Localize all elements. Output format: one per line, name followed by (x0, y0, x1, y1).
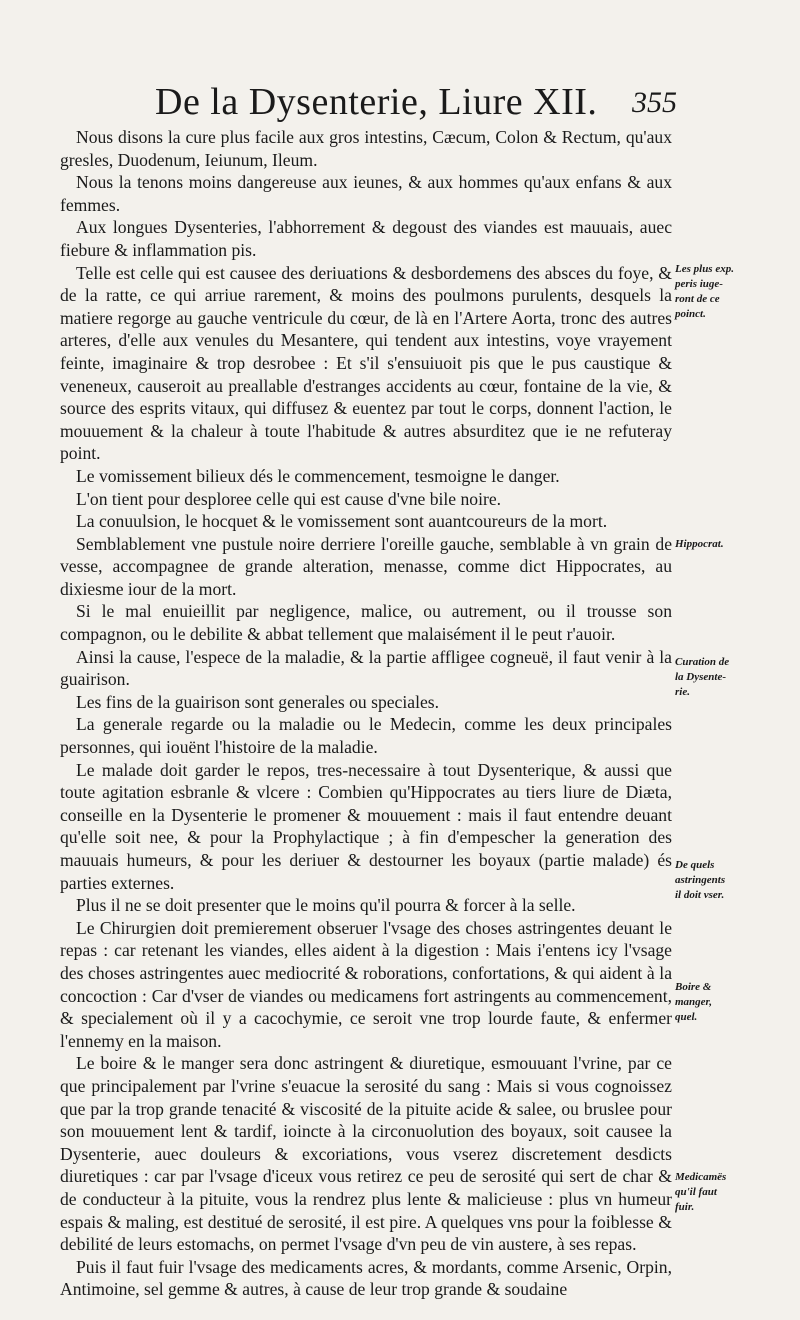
paragraph: Le boire & le manger sera donc astringent & diuretique, esmouuant l'vrine, par ce que principalement par l'vrine s'euacue la serosité du sang : Mais si vous cognoissez que par la trop grande tenacité & viscosité de la pituite acide & salee, ou bruslee pour son mouuement lent & tardif, ioincte à la circonuolution des boyaux, soit causee la Dysenterie, auec douleurs & excoriations, vous vserez discretement desdicts diuretiques : car par l'vsage d'iceux vous retirez ce peu de serosité qui sert de char & de conducteur à la pituite, vous la rendrez plus lente & malicieuse : plus vn humeur espais & maling, est destitué de serosité, il est pire. A quelques vns pour la foiblesse & debilité de leurs estomachs, on permet l'vsage d'vn peu de vin austere, à ses repas. (60, 1053, 672, 1255)
paragraph: Nous disons la cure plus facile aux gros intestins, Cæcum, Colon & Rectum, qu'aux gresles, Duodenum, Ieiunum, Ileum. (60, 127, 672, 170)
margin-note: Les plus exp. peris iuge- ront de ce poinct. (675, 263, 734, 320)
page-number: 355 (632, 86, 677, 119)
margin-note: Boire & manger, quel. (675, 981, 712, 1023)
paragraph: L'on tient pour desploree celle qui est cause d'vne bile noire. (76, 488, 502, 509)
page-header (0, 80, 800, 130)
paragraph: La generale regarde ou la maladie ou le Medecin, comme les deux principales personnes, qui iouënt l'histoire de la maladie. (60, 714, 672, 758)
paragraph: Le Chirurgien doit premierement obseruer l'vsage des choses astringentes deuant le repas : car retenant les viandes, elles aident à la digestion : Mais i'entens icy l'vsage des choses astringentes auec mediocrité & roborations, confortations, & qui aident à la concoction : Car d'vser de viandes ou medicamens fort astringents au commencement, & specialement où il y a cacochymie, ce seroit vne trop lourde faute, & enfermer l'ennemy en la maison. (60, 917, 672, 1051)
paragraph: Semblablement vne pustule noire derriere l'oreille gauche, semblable à vn grain de vesse, accompagnee de grande alteration, menasse, comme dict Hippocrates, au dixiesme iour de la mort. (60, 533, 672, 599)
paragraph: Les fins de la guairison sont generales ou speciales. (76, 691, 440, 712)
margin-note: Medicamës qu'il faut fuir. (675, 1171, 727, 1213)
paragraph: Le malade doit garder le repos, tres-necessaire à tout Dysenterique, & aussi que toute agitation esbranle & vlcere : Combien qu'Hippocrates au tiers liure de Diæta, conseille en la Dysenterie le promener & mouuement : mais il faut entendre deuant qu'elle soit nee, & pour la Prophylactique ; à fin d'empescher la generation des mauuais humeurs, & pour les deriuer & destourner les boyaux (partie malade) és parties externes. (60, 759, 672, 893)
paragraph: Le vomissement bilieux dés le commencement, tesmoigne le danger. (76, 465, 560, 486)
body-text (60, 126, 672, 1301)
paragraph: Nous la tenons moins dangereuse aux ieunes, & aux hommes qu'aux enfans & aux femmes. (60, 172, 672, 215)
margin-note: De quels astringents il doit vser. (675, 859, 726, 901)
paragraph: Puis il faut fuir l'vsage des medicaments acres, & mordants, comme Arsenic, Orpin, Antimoine, sel gemme & autres, à cause de leur trop grande & soudaine (60, 1256, 672, 1300)
paragraph: Si le mal enuieillit par negligence, malice, ou autrement, ou il trousse son compagnon, ou le debilite & abbat tellement que malaisément il le peut r'auoir. (60, 601, 672, 645)
paragraph: La conuulsion, le hocquet & le vomissement sont auantcoureurs de la mort. (76, 511, 608, 532)
paragraph: Telle est celle qui est causee des deriuations & desbordemens des absces du foye, & de la ratte, ce qui arriue rarement, & moins des poulmons purulents, desquels la matiere regorge au gauche ventricule du cœur, de là en l'Artere Aorta, tronc des autres arteres, d'elle aux venules du Mesantere, qui tendent aux intestins, voye vrayement feinte, imaginaire & trop desrobee : Et s'il s'ensuiuoit pis que le pus caustique & veneneux, causeroit au preallable d'estranges accidents au cœur, fontaine de la vie, & source des esprits vitaux, qui diffusez & euentez par tout le corps, donnent l'action, le mouuement & la chaleur à toute l'habitude & autres absurditez que ie ne refuteray point. (60, 262, 672, 464)
running-title: De la Dysenterie, Liure XII. (155, 81, 598, 123)
paragraph: Ainsi la cause, l'espece de la maladie, & la partie affligee cogneuë, il faut venir à la guairison. (60, 646, 672, 690)
margin-note: Hippocrat. (675, 538, 724, 550)
paragraph: Plus il ne se doit presenter que le moins qu'il pourra & forcer à la selle. (76, 895, 576, 916)
margin-note: Curation de la Dysente- rie. (675, 656, 730, 698)
paragraph: Aux longues Dysenteries, l'abhorrement & degoust des viandes est mauuais, auec fiebure & inflammation pis. (60, 217, 672, 260)
